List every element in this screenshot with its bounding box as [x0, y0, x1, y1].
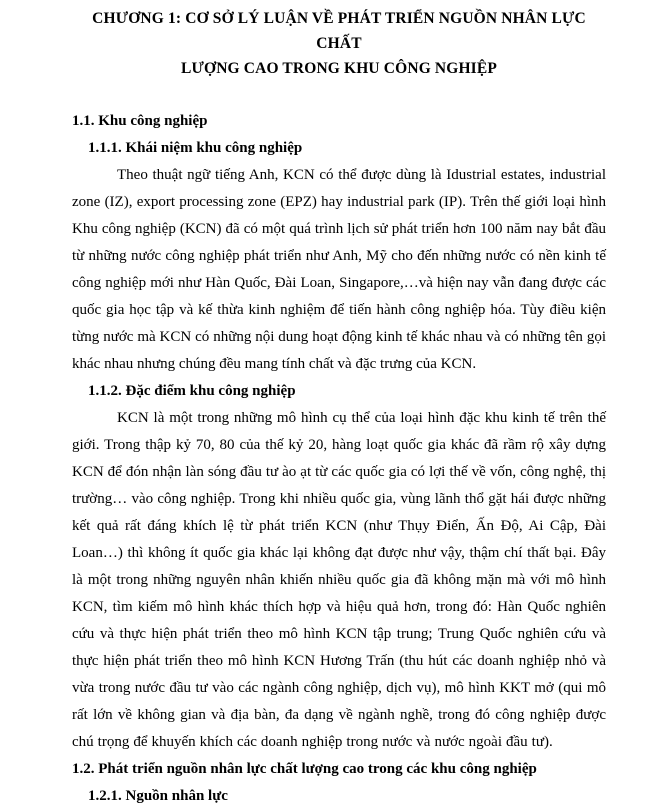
- paragraph-1-1-2: KCN là một trong những mô hình cụ thể của loại hình đặc khu kinh tế trên thế giới. Trong thập kỷ 70, 80 của thế kỷ 20, hàng loạt quốc gia khác đã rầm rộ xây dựng KCN để đón nhận làn sóng đầu tư ào ạt từ các quốc gia có lợi thế về vốn, công nghệ, thị trường… vào công nghiệp. Trong khi nhiều quốc gia, vùng lãnh thổ gặt hái được những kết quả rất đáng khích lệ từ phát triển KCN (như Thụy Điển, Ấn Độ, Ai Cập, Đài Loan…) thì không ít quốc gia khác lại không đạt được như vậy, thậm chí thất bại. Đây là một trong những nguyên nhân khiến nhiều quốc gia đã không mặn mà với mô hình KCN, tìm kiếm mô hình khác thích hợp và hiệu quả hơn, trong đó: Hàn Quốc nghiên cứu và thực hiện phát triển theo mô hình KCN tập trung; Trung Quốc nghiên cứu và thực hiện phát triển theo mô hình KCN Hương Trấn (thu hút các doanh nghiệp nhỏ và vừa trong nước đầu tư vào các ngành công nghiệp, dịch vụ), mô hình KKT mở (qui mô rất lớn về không gian và địa bàn, đa dạng về ngành nghề, trong đó công nghiệp được chú trọng để khuyến khích các doanh nghiệp trong nước và nước ngoài đầu tư).: [72, 410, 606, 750]
- heading-1-1-1: 1.1.1. Khái niệm khu công nghiệp: [88, 140, 303, 156]
- title-spacer: [72, 81, 606, 108]
- document-content-column: [72, 6, 606, 810]
- paragraph-1-1-1: Theo thuật ngữ tiếng Anh, KCN có thể được dùng là Idustrial estates, industrial zone (IZ), export processing zone (EPZ) hay industrial park (IP). Trên thế giới loại hình Khu công nghiệp (KCN) đã có một quá trình lịch sử phát triển hơn 100 năm nay bắt đầu từ những nước công nghiệp phát triển như Anh, Mỹ cho đến những nước có nền kinh tế công nghiệp mới như Hàn Quốc, Đài Loan, Singapore,…và hiện nay vẫn đang được các quốc gia học tập và kế thừa kinh nghiệm để tiến hành công nghiệp hóa. Tùy điều kiện từng nước mà KCN có những nội dung hoạt động kinh tế khác nhau và có những tên gọi khác nhau nhưng chúng đều mang tính chất và đặc trưng của KCN.: [72, 167, 606, 372]
- chapter-title: [72, 6, 606, 81]
- heading-1-1: 1.1. Khu công nghiệp: [72, 113, 208, 129]
- chapter-title-line-2: LƯỢNG CAO TRONG KHU CÔNG NGHIỆP: [181, 60, 497, 77]
- heading-1-1-2: 1.1.2. Đặc điểm khu công nghiệp: [88, 383, 296, 399]
- heading-1-2-1: 1.2.1. Nguồn nhân lực: [88, 788, 228, 804]
- chapter-title-line-1: CHƯƠNG 1: CƠ SỞ LÝ LUẬN VỀ PHÁT TRIỂN NGUỒN NHÂN LỰC CHẤT: [92, 10, 586, 52]
- heading-1-2: 1.2. Phát triển nguồn nhân lực chất lượng cao trong các khu công nghiệp: [72, 761, 537, 777]
